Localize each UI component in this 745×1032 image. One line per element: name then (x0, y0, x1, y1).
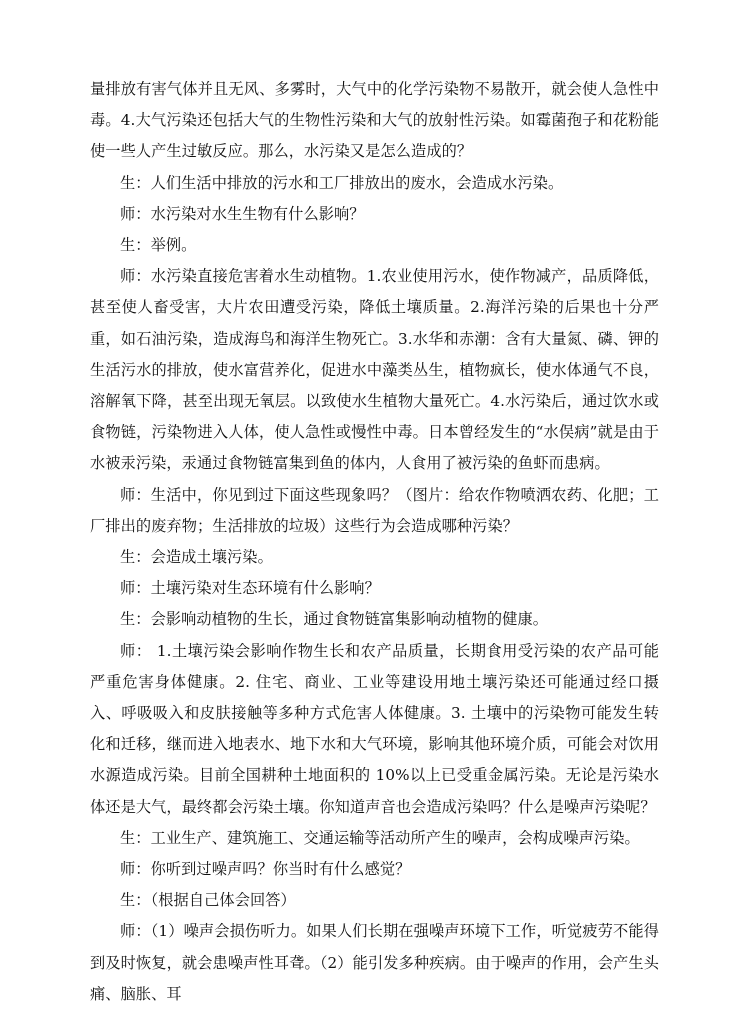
paragraph-teacher-water-effect-question: 师：水污染对水生生物有什么影响？ (120, 204, 365, 223)
paragraph-student-soil-pollution: 生：会造成土壤污染。 (120, 548, 273, 567)
paragraph-teacher-pictures-question: 师：生活中，你见到过下面这些现象吗？（图片：给农作物喷洒农药、化肥；工厂排出的废弃物；生活排放的垃圾）这些行为会造成哪种污染？ (90, 485, 659, 535)
paragraph-teacher-noise-question: 师：你听到过噪声吗？你当时有什么感觉？ (120, 860, 411, 879)
paragraph-air-pollution-continued: 量排放有害气体并且无风、多雾时，大气中的化学污染物不易散开，就会使人急性中毒。4.大气污染还包括大气的生物性污染和大气的放射性污染。如霉菌孢子和花粉能使一些人产生过敏反应。那么，水污染又是怎么造成的？ (90, 80, 659, 161)
paragraph-teacher-soil-effect-question: 师：土壤污染对生态环境有什么影响？ (120, 579, 380, 598)
paragraph-student-answer: 生：（根据自己体会回答） (120, 891, 296, 910)
paragraph-teacher-soil-pollution-harm: 师： 1.土壤污染会影响作物生长和农产品质量，长期食用受污染的农产品可能严重危害身体健康。2. 住宅、商业、工业等建设用地土壤污染还可能通过经口摄入、呼吸吸入和皮肤接触等多种方式危害人体健康。3. 土壤中的污染物可能发生转化和迁移，继而进入地表水、地下水和大气环境，影响其他环境介质，可能会对饮用水源造成污染。目前全国耕种土地面积的 10%以上已受重金属污染。无论是污染水体还是大气，最终都会污染土壤。你知道声音也会造成污染吗？什么是噪声污染呢？ (90, 641, 659, 816)
paragraph-student-soil-effect: 生：会影响动植物的生长，通过食物链富集影响动植物的健康。 (120, 610, 549, 629)
paragraph-student-water-pollution-cause: 生：人们生活中排放的污水和工厂排放出的废水，会造成水污染。 (120, 173, 564, 192)
paragraph-student-noise-pollution: 生：工业生产、建筑施工、交通运输等活动所产生的噪声，会构成噪声污染。 (120, 828, 640, 847)
paragraph-student-example: 生：举例。 (120, 236, 197, 255)
paragraph-teacher-water-pollution-harm: 师：水污染直接危害着水生动植物。1.农业使用污水，使作物减产，品质降低，甚至使人畜受害，大片农田遭受污染，降低土壤质量。2.海洋污染的后果也十分严重，如石油污染，造成海鸟和海洋生物死亡。3.水华和赤潮：含有大量氮、磷、钾的生活污水的排放，使水富营养化，促进水中藻类丛生，植物疯长，使水体通气不良，溶解氧下降，甚至出现无氧层。以致使水生植物大量死亡。4.水污染后，通过饮水或食物链，污染物进入人体，使人急性或慢性中毒。日本曾经发生的“水俣病”就是由于水被汞污染，汞通过食物链富集到鱼的体内，人食用了被污染的鱼虾而患病。 (90, 267, 659, 473)
paragraph-teacher-noise-harm: 师：（1）噪声会损伤听力。如果人们长期在强噪声环境下工作，听觉疲劳不能得到及时恢复，就会患噪声性耳聋。（2）能引发多种疾病。由于噪声的作用，会产生头痛、脑胀、耳 (90, 922, 659, 1003)
